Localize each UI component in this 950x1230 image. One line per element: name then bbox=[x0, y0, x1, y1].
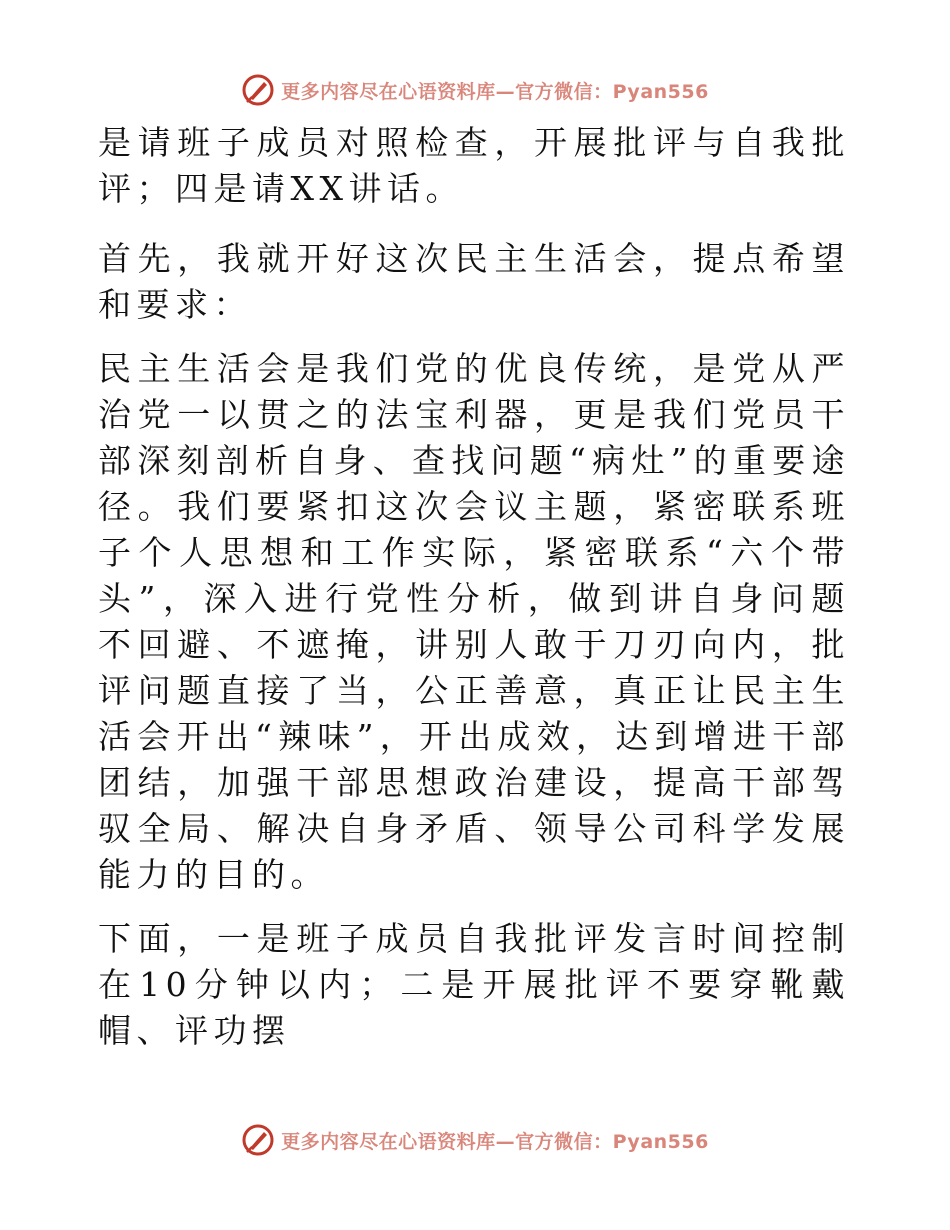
paragraph: 是请班子成员对照检查，开展批评与自我批评；四是请XX讲话。 bbox=[98, 123, 850, 208]
paragraph: 首先，我就开好这次民主生活会，提点希望和要求： bbox=[98, 239, 850, 324]
quill-logo-icon bbox=[241, 1123, 275, 1157]
quill-logo-icon bbox=[241, 73, 275, 107]
paragraph: 民主生活会是我们党的优良传统，是党从严治党一以贯之的法宝利器，更是我们党员干部深刻剖析自身、查找问题“病灶”的重要途径。我们要紧扣这次会议主题，紧密联系班子个人思想和工作实际，紧密联系“六个带头”，深入进行党性分析，做到讲自身问题不回避、不遮掩，讲别人敢于刀刃向内，批评问题直接了当，公正善意，真正让民主生活会开出“辣味”，开出成效，达到增进干部团结，加强干部思想政治建设，提高干部驾驭全局、解决自身矛盾、领导公司科学发展能力的目的。 bbox=[98, 349, 850, 894]
header-watermark bbox=[0, 70, 950, 110]
document-body bbox=[98, 120, 850, 1054]
watermark-text: 更多内容尽在心语资料库—官方微信：Pyan556 bbox=[281, 80, 709, 103]
footer-watermark bbox=[0, 1120, 950, 1160]
paragraph: 下面，一是班子成员自我批评发言时间控制在10分钟以内；二是开展批评不要穿靴戴帽、评功摆 bbox=[98, 919, 850, 1050]
watermark-text: 更多内容尽在心语资料库—官方微信：Pyan556 bbox=[281, 1130, 709, 1153]
